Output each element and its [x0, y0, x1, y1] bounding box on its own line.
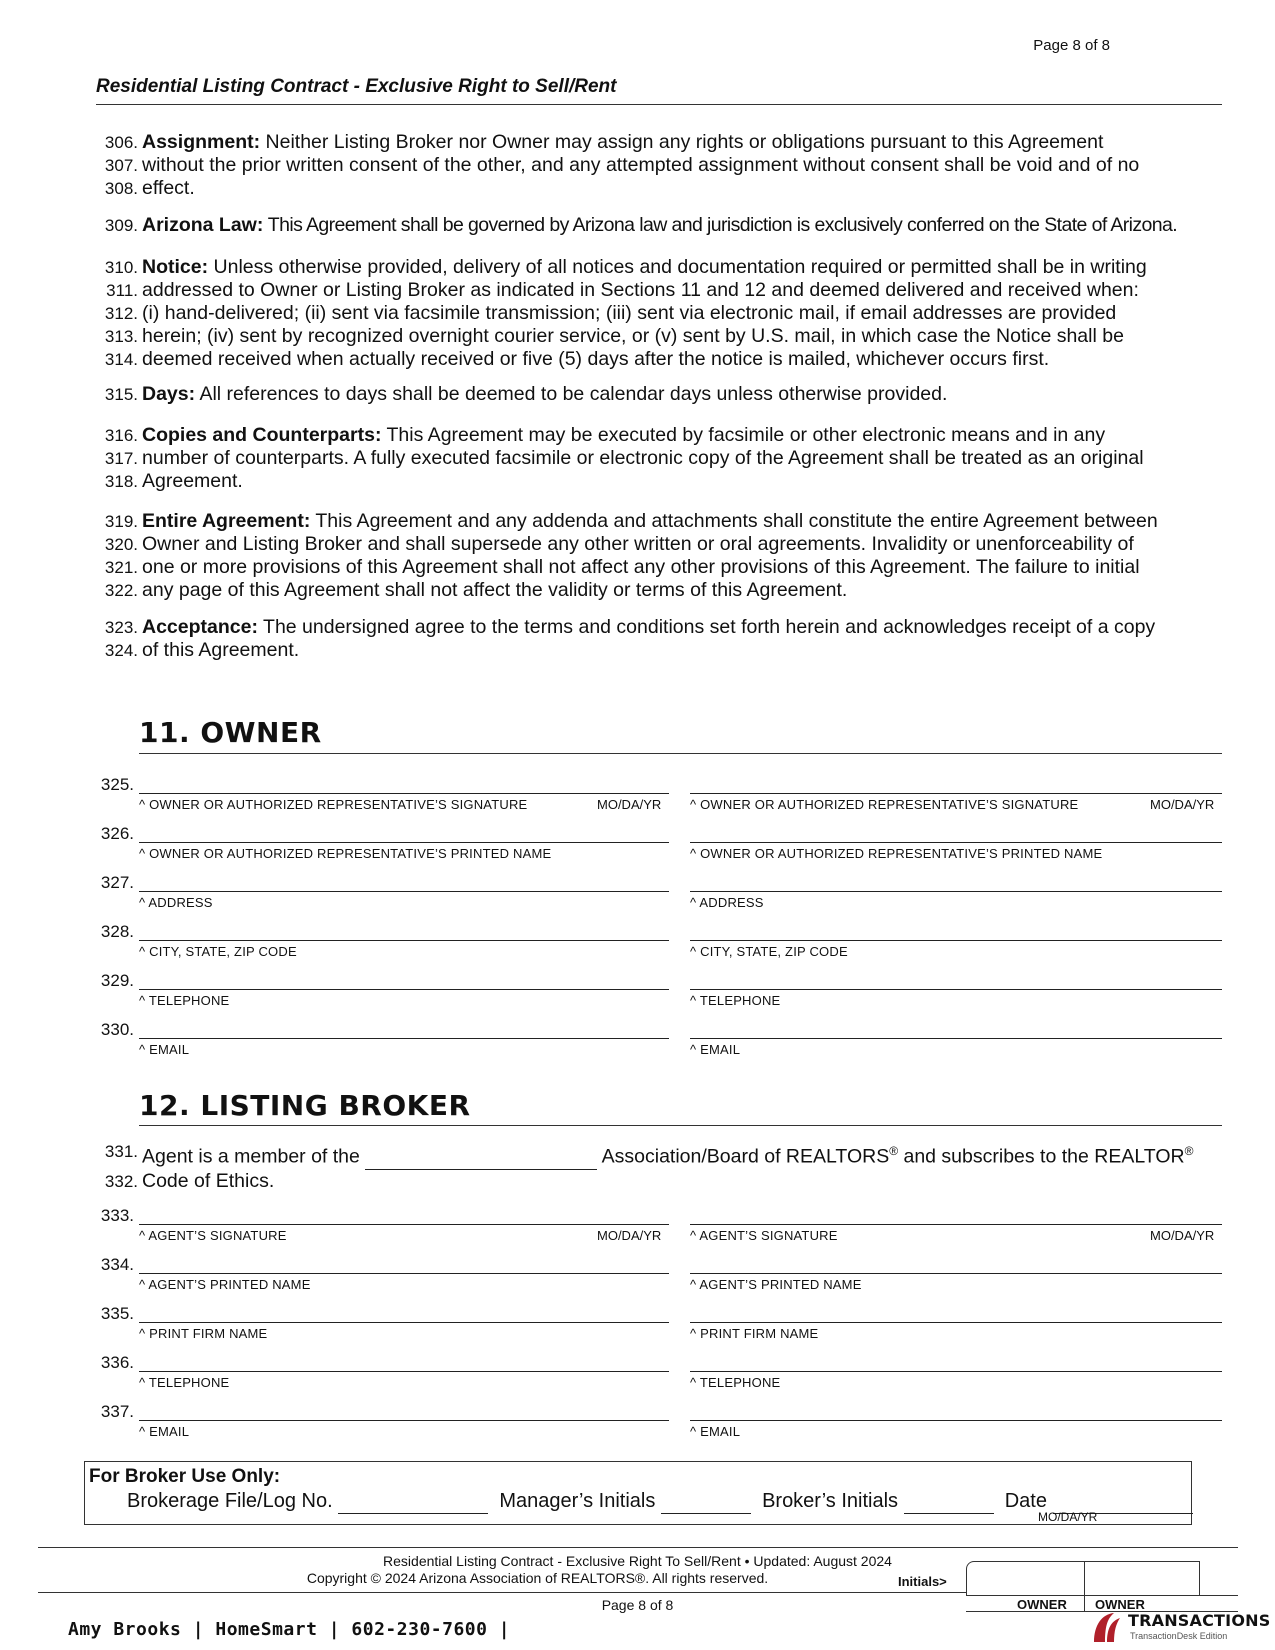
association-text-a: Agent is a member of the	[142, 1145, 360, 1168]
line-number: 324.	[104, 641, 138, 660]
owner-section-heading: 11. OWNER	[139, 716, 322, 749]
right-signature-field[interactable]	[690, 940, 1222, 941]
line-number: 309.	[104, 216, 138, 235]
left-signature-field[interactable]	[139, 1224, 669, 1225]
page-number-top: Page 8 of 8	[1033, 37, 1110, 54]
line-text	[142, 154, 1139, 177]
line-number: 332.	[104, 1171, 138, 1191]
clause-text: one or more provisions of this Agreement shall not affect any other provisions of this Agreement. The failure to initial	[142, 556, 1140, 578]
right-field-caption: ^ AGENT’S PRINTED NAME	[690, 1277, 862, 1292]
header-rule	[96, 104, 1222, 105]
line-number: 336.	[100, 1353, 134, 1372]
left-field-caption: ^ AGENT’S SIGNATURE	[139, 1228, 287, 1243]
line-text	[142, 639, 299, 662]
line-text	[142, 302, 1116, 325]
clause-text: deemed received when actually received or five (5) days after the notice is mailed, whichever occurs first.	[142, 348, 1050, 370]
left-signature-field[interactable]	[139, 793, 669, 794]
left-signature-field[interactable]	[139, 1420, 669, 1421]
right-field-caption: ^ PRINT FIRM NAME	[690, 1326, 819, 1341]
line-number: 322.	[104, 581, 138, 600]
clause-text: This Agreement shall be governed by Arizona law and jurisdiction is exclusively conferred on the State of Arizona.	[263, 214, 1178, 236]
initials-owner-1: OWNER	[1017, 1597, 1067, 1612]
line-number: 335.	[100, 1304, 134, 1323]
line-text	[142, 348, 1049, 371]
paragraph	[96, 424, 1226, 493]
left-field-caption: ^ CITY, STATE, ZIP CODE	[139, 944, 297, 959]
left-field-caption: ^ PRINT FIRM NAME	[139, 1326, 268, 1341]
right-date-caption: MO/DA/YR	[1150, 1228, 1215, 1243]
line-number: 310.	[104, 258, 138, 277]
line-text	[142, 177, 195, 200]
line-text	[142, 256, 1147, 279]
line-number: 313.	[104, 327, 138, 346]
initials-divider	[1084, 1561, 1085, 1611]
broker-section-heading: 12. LISTING BROKER	[139, 1089, 471, 1122]
paragraph	[96, 256, 1226, 371]
footer-line-1: Residential Listing Contract - Exclusive Right To Sell/Rent • Updated: August 2024	[383, 1553, 892, 1569]
broker-use-title: For Broker Use Only:	[89, 1466, 281, 1487]
registered-mark: ®	[1184, 1144, 1194, 1158]
clause-text: Neither Listing Broker nor Owner may assign any rights or obligations pursuant to this Agreement	[260, 131, 1104, 153]
right-field-caption: ^ OWNER OR AUTHORIZED REPRESENTATIVE’S SIGNATURE	[690, 797, 1079, 812]
owner-heading-rule	[139, 753, 1222, 754]
right-date-caption: MO/DA/YR	[1150, 797, 1215, 812]
clause-text: Unless otherwise provided, delivery of all notices and documentation required or permitted shall be in writing	[208, 256, 1147, 278]
right-signature-field[interactable]	[690, 989, 1222, 990]
line-number: 326.	[100, 824, 134, 843]
line-number: 323.	[104, 618, 138, 637]
paragraph	[96, 616, 1226, 662]
left-date-caption: MO/DA/YR	[597, 1228, 662, 1243]
line-number: 306.	[104, 133, 138, 152]
line-number: 312.	[104, 304, 138, 323]
clause-title: Arizona Law:	[142, 214, 264, 236]
line-text	[142, 616, 1155, 639]
logo-title: TRANSACTIONS	[1128, 1611, 1271, 1630]
initials-baseline	[966, 1595, 1238, 1596]
line-number: 311.	[106, 281, 138, 300]
line-number: 333.	[100, 1206, 134, 1225]
right-signature-field[interactable]	[690, 1224, 1222, 1225]
left-signature-field[interactable]	[139, 842, 669, 843]
line-number: 307.	[104, 156, 138, 175]
clause-title: Acceptance:	[142, 616, 258, 638]
line-text	[142, 510, 1158, 533]
right-field-caption: ^ TELEPHONE	[690, 1375, 781, 1390]
line-text	[142, 533, 1134, 556]
paragraph	[96, 131, 1226, 200]
left-signature-field[interactable]	[139, 1273, 669, 1274]
left-signature-field[interactable]	[139, 940, 669, 941]
association-paragraph	[96, 1140, 1226, 1193]
file-log-field[interactable]	[338, 1490, 488, 1514]
line-number: 328.	[100, 922, 134, 941]
broker-use-row	[127, 1490, 1193, 1514]
right-signature-field[interactable]	[690, 1038, 1222, 1039]
line-number: 331.	[104, 1142, 138, 1161]
initials-box[interactable]	[966, 1561, 1200, 1596]
left-signature-field[interactable]	[139, 1038, 669, 1039]
line-number: 317.	[104, 449, 138, 468]
clause-title: Assignment:	[142, 131, 261, 153]
line-text	[142, 579, 847, 602]
footer-rule-bottom	[38, 1592, 966, 1593]
left-field-caption: ^ ADDRESS	[139, 895, 213, 910]
line-number: 337.	[100, 1402, 134, 1421]
footer-page-number: Page 8 of 8	[601, 1597, 674, 1613]
line-text	[142, 325, 1124, 348]
right-field-caption: ^ EMAIL	[690, 1042, 741, 1057]
transactions-logo	[1092, 1610, 1271, 1646]
left-signature-field[interactable]	[139, 989, 669, 990]
line-number: 325.	[100, 775, 134, 794]
clause-text: This Agreement and any addenda and attachments shall constitute the entire Agreement between	[310, 510, 1158, 532]
left-field-caption: ^ OWNER OR AUTHORIZED REPRESENTATIVE’S SIGNATURE	[139, 797, 528, 812]
right-field-caption: ^ OWNER OR AUTHORIZED REPRESENTATIVE’S PRINTED NAME	[690, 846, 1103, 861]
paragraph	[96, 214, 1226, 237]
line-number: 318.	[104, 472, 138, 491]
line-text	[142, 424, 1105, 447]
left-field-caption: ^ TELEPHONE	[139, 993, 230, 1008]
clause-text: effect.	[142, 177, 195, 199]
line-number: 320.	[104, 535, 138, 554]
right-signature-field[interactable]	[690, 793, 1222, 794]
broker-initials-field[interactable]	[904, 1490, 994, 1514]
broker-heading-rule	[139, 1125, 1222, 1126]
initials-owner-2: OWNER	[1095, 1597, 1145, 1612]
left-signature-field[interactable]	[139, 1322, 669, 1323]
right-field-caption: ^ CITY, STATE, ZIP CODE	[690, 944, 848, 959]
left-field-caption: ^ EMAIL	[139, 1042, 190, 1057]
line-number: 334.	[100, 1255, 134, 1274]
paragraph	[96, 510, 1226, 602]
right-signature-field[interactable]	[690, 891, 1222, 892]
line-text	[142, 447, 1144, 470]
broker-initials-label: Broker’s Initials	[762, 1490, 899, 1512]
right-signature-field[interactable]	[690, 1322, 1222, 1323]
line-text	[142, 131, 1103, 154]
clause-text: Agreement.	[142, 470, 243, 492]
right-field-caption: ^ ADDRESS	[690, 895, 764, 910]
right-field-caption: ^ TELEPHONE	[690, 993, 781, 1008]
clause-text: number of counterparts. A fully executed facsimile or electronic copy of the Agreement shall be treated as an original	[142, 447, 1144, 469]
line-number: 314.	[104, 350, 138, 369]
manager-initials-field[interactable]	[661, 1490, 751, 1514]
transactions-logo-icon	[1092, 1611, 1122, 1643]
association-text-b: Association/Board of REALTORS	[601, 1145, 890, 1168]
left-field-caption: ^ AGENT’S PRINTED NAME	[139, 1277, 311, 1292]
left-field-caption: ^ TELEPHONE	[139, 1375, 230, 1390]
clause-text: addressed to Owner or Listing Broker as indicated in Sections 11 and 12 and deemed delivered and received when:	[142, 279, 1139, 301]
line-text	[142, 279, 1139, 302]
clause-title: Copies and Counterparts:	[142, 424, 382, 446]
line-number: 316.	[104, 426, 138, 445]
left-field-caption: ^ OWNER OR AUTHORIZED REPRESENTATIVE’S PRINTED NAME	[139, 846, 552, 861]
initials-label: Initials>	[898, 1574, 947, 1589]
clause-text: without the prior written consent of the other, and any attempted assignment without consent shall be void and of no	[142, 154, 1140, 176]
line-text	[142, 214, 1177, 237]
right-field-caption: ^ AGENT’S SIGNATURE	[690, 1228, 838, 1243]
right-signature-field[interactable]	[690, 1273, 1222, 1274]
clause-title: Notice:	[142, 256, 209, 278]
clause-title: Entire Agreement:	[142, 510, 311, 532]
agent-info-line: Amy Brooks | HomeSmart | 602-230-7600 |	[68, 1619, 511, 1640]
clause-text: herein; (iv) sent by recognized overnight courier service, or (v) sent by U.S. mail, in which case the Notice shall be	[142, 325, 1124, 347]
footer-rule-top	[38, 1547, 1238, 1548]
clause-text: All references to days shall be deemed to be calendar days unless otherwise provided.	[195, 383, 948, 405]
association-field[interactable]	[365, 1146, 597, 1170]
line-text	[142, 383, 947, 406]
clause-title: Days:	[142, 383, 196, 405]
right-signature-field[interactable]	[690, 1420, 1222, 1421]
paragraph	[96, 383, 1226, 406]
line-number: 308.	[104, 179, 138, 198]
clause-text: The undersigned agree to the terms and conditions set forth herein and acknowledges receipt of a copy	[257, 616, 1156, 638]
logo-subtitle: TransactionDesk Edition	[1130, 1631, 1228, 1641]
left-date-caption: MO/DA/YR	[597, 797, 662, 812]
left-field-caption: ^ EMAIL	[139, 1424, 190, 1439]
code-of-ethics-text: Code of Ethics.	[142, 1169, 275, 1192]
date-hint: MO/DA/YR	[1038, 1510, 1098, 1524]
broker-use-box	[84, 1461, 1192, 1525]
date-label: Date	[1004, 1490, 1047, 1512]
right-signature-field[interactable]	[690, 1371, 1222, 1372]
line-number: 329.	[100, 971, 134, 990]
clause-text: Owner and Listing Broker and shall supersede any other written or oral agreements. Invalidity or unenforceability of	[142, 533, 1134, 555]
line-number: 321.	[104, 558, 138, 577]
document-title: Residential Listing Contract - Exclusive Right to Sell/Rent	[96, 76, 617, 97]
left-signature-field[interactable]	[139, 1371, 669, 1372]
manager-initials-label: Manager’s Initials	[499, 1490, 656, 1512]
clause-text: any page of this Agreement shall not affect the validity or terms of this Agreement.	[142, 579, 848, 601]
registered-mark: ®	[889, 1144, 899, 1158]
line-number: 327.	[100, 873, 134, 892]
line-number: 319.	[104, 512, 138, 531]
line-text	[142, 470, 243, 493]
line-text	[142, 556, 1140, 579]
line-number: 315.	[104, 385, 138, 404]
association-text-c: and subscribes to the REALTOR	[898, 1145, 1185, 1168]
left-signature-field[interactable]	[139, 891, 669, 892]
right-signature-field[interactable]	[690, 842, 1222, 843]
file-log-label: Brokerage File/Log No.	[127, 1490, 333, 1512]
right-field-caption: ^ EMAIL	[690, 1424, 741, 1439]
line-number: 330.	[100, 1020, 134, 1039]
footer-copyright: Copyright © 2024 Arizona Association of REALTORS®. All rights reserved.	[306, 1570, 769, 1586]
clause-text: (i) hand-delivered; (ii) sent via facsimile transmission; (iii) sent via electronic mail, if email addresses are provided	[142, 302, 1117, 324]
clause-text: of this Agreement.	[142, 639, 300, 661]
clause-text: This Agreement may be executed by facsimile or other electronic means and in any	[381, 424, 1106, 446]
